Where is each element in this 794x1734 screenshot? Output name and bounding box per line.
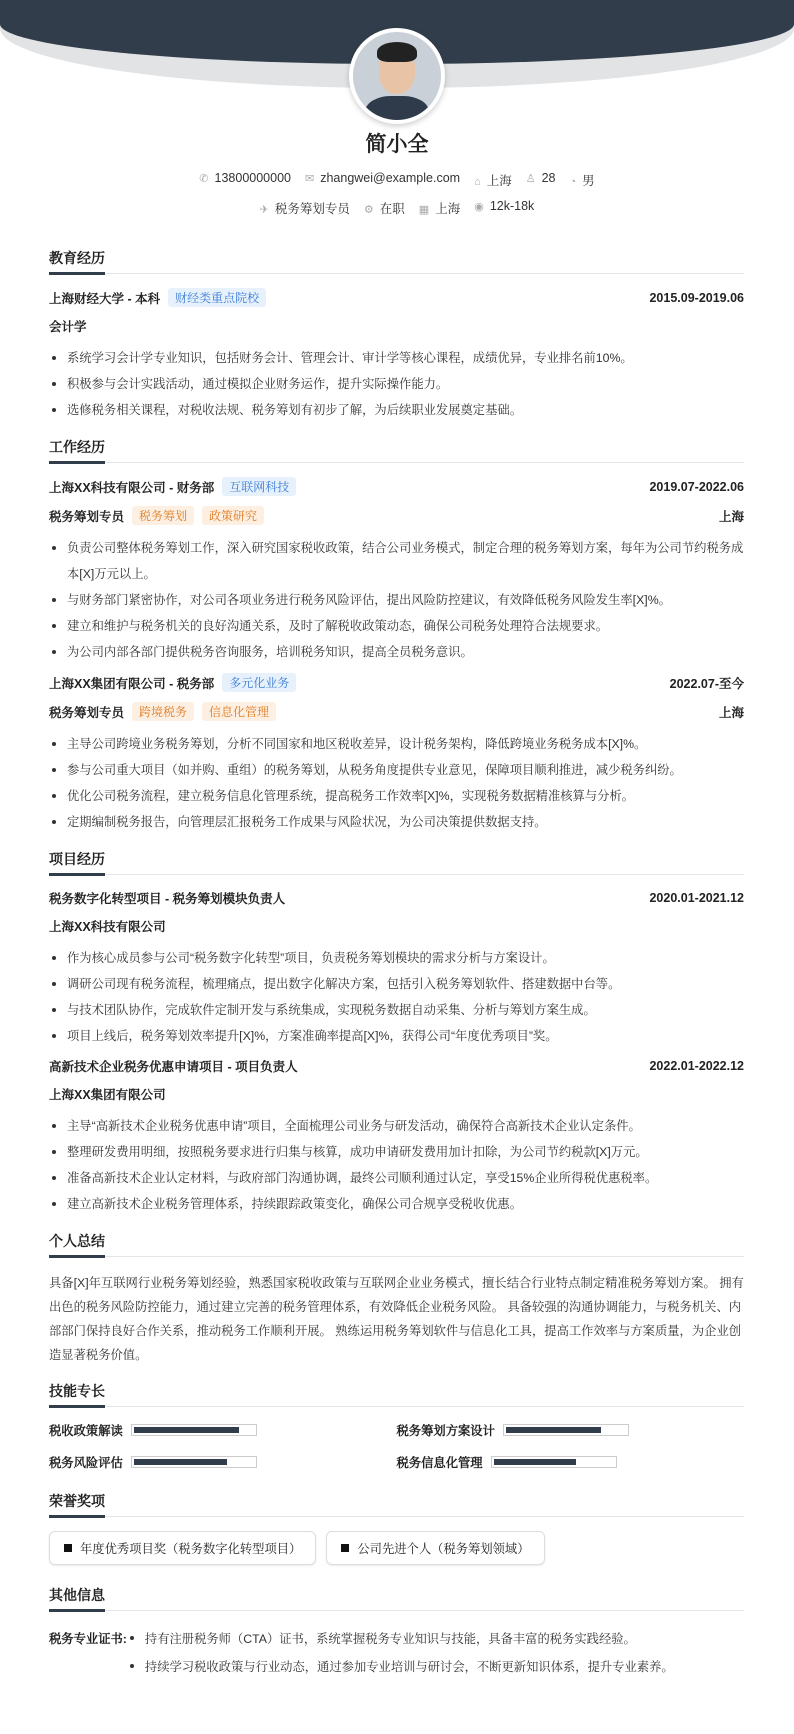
skill-bar-fill (506, 1427, 601, 1433)
role-tag: 跨境税务 (132, 702, 194, 721)
list-item: 建立和维护与税务机关的良好沟通关系，及时了解税收政策动态，确保公司税务处理符合法规要求。 (49, 613, 744, 639)
section-title: 个人总结 (49, 1231, 744, 1257)
section-title: 其他信息 (49, 1585, 744, 1611)
school: 上海财经大学 - 本科 (49, 291, 161, 306)
list-item: 与财务部门紧密协作，对公司各项业务进行税务风险评估，提出风险防控建议，有效降低税务风险发生率[X]%。 (49, 587, 744, 613)
skill-name: 税收政策解读 (49, 1424, 123, 1438)
list-item: 调研公司现有税务流程，梳理痛点，提出数字化解决方案，包括引入税务筹划软件、搭建数据中台等。 (49, 971, 744, 997)
date: 2020.01-2021.12 (649, 891, 744, 905)
candidate-name: 简小全 (365, 133, 429, 156)
skill-item (49, 1453, 397, 1471)
section-title: 教育经历 (49, 248, 744, 274)
major: 会计学 (49, 320, 87, 334)
awards-section (49, 1491, 744, 1565)
date: 2019.07-2022.06 (649, 479, 744, 494)
date: 2015.09-2019.06 (649, 290, 744, 305)
project-title: 高新技术企业税务优惠申请项目 - 项目负责人 (49, 1060, 298, 1074)
date: 2022.01-2022.12 (649, 1059, 744, 1073)
skill-name: 税务风险评估 (49, 1456, 123, 1470)
award-name: 年度优秀项目奖（税务数字化转型项目） (80, 1542, 302, 1556)
section-title: 荣誉奖项 (49, 1491, 744, 1517)
list-item: 项目上线后，税务筹划效率提升[X]%，方案准确率提高[X]%，获得公司“年度优秀项目”奖。 (49, 1023, 744, 1049)
project-org: 上海XX科技有限公司 (49, 920, 166, 934)
role: 税务筹划专员 (49, 509, 125, 524)
skill-name: 税务筹划方案设计 (396, 1424, 495, 1438)
list-item: 与技术团队协作，完成软件定制开发与系统集成，实现税务数据自动采集、分析与筹划方案生成。 (49, 997, 744, 1023)
certificate-label: 税务专业证书: (49, 1632, 127, 1646)
status: 在职 (379, 202, 405, 216)
projects-section (49, 849, 744, 1217)
skill-bar (131, 1456, 257, 1468)
skill-bar (503, 1424, 629, 1436)
list-item: 选修税务相关课程，对税收法规、税务筹划有初步了解，为后续职业发展奠定基础。 (49, 397, 744, 423)
section-title: 工作经历 (49, 437, 744, 463)
skills-section (49, 1381, 744, 1471)
project-item (49, 1057, 744, 1217)
skill-name: 税务信息化管理 (396, 1456, 483, 1470)
summary-text: 具备[X]年互联网行业税务筹划经验，熟悉国家税收政策与互联网企业业务模式，擅长结合行业特点制定精准税务筹划方案。 拥有出色的税务风险防控能力，通过建立完善的税务管理体系，有效降低企业税务风险。 具备较强的沟通协调能力，与税务机关、内部部门保持良好合作关系，推动税务工作顺利开展。 熟练运用税务筹划软件与信息化工具，提高工作效率与方案质量，为企业创造显著税务价值。 (49, 1276, 744, 1362)
project-item (49, 889, 744, 1049)
industry-tag: 多元化业务 (222, 673, 296, 692)
other-section (49, 1585, 744, 1681)
skill-item (397, 1421, 745, 1439)
list-item: 为公司内部各部门提供税务咨询服务，培训税务知识，提高全员税务意识。 (49, 639, 744, 665)
salary-icon: ◉ (474, 201, 484, 213)
phone: 13800000000 (214, 171, 291, 185)
contact-row (0, 171, 794, 189)
salary: 12k-18k (489, 199, 535, 213)
city: 上海 (718, 705, 744, 720)
skill-bar (131, 1424, 257, 1436)
list-item: 积极参与会计实践活动，通过模拟企业财务运作，提升实际操作能力。 (49, 371, 744, 397)
city: 上海 (435, 202, 461, 216)
award-card (326, 1531, 544, 1565)
list-item: 持续学习税收政策与行业动态，通过参加专业培训与研讨会，不断更新知识体系，提升专业素养。 (127, 1653, 744, 1681)
building-icon: ▦ (418, 204, 430, 216)
skill-bar-fill (134, 1459, 228, 1465)
award-card (49, 1531, 316, 1565)
avatar (349, 28, 445, 124)
phone-icon: ✆ (199, 173, 209, 185)
list-item: 定期编制税务报告，向管理层汇报税务工作成果与风险状况，为公司决策提供数据支持。 (49, 809, 744, 835)
list-item: 系统学习会计学专业知识，包括财务会计、管理会计、审计学等核心课程，成绩优异，专业排名前10%。 (49, 345, 744, 371)
email: zhangwei@example.com (320, 171, 461, 185)
company: 上海XX集团有限公司 - 税务部 (49, 676, 215, 691)
date: 2022.07-至今 (669, 676, 744, 691)
list-item: 参与公司重大项目（如并购、重组）的税务筹划，从税务角度提供专业意见，保障项目顺利推进，减少税务纠纷。 (49, 757, 744, 783)
city: 上海 (718, 509, 744, 524)
work-item (49, 477, 744, 665)
skill-bar (491, 1456, 617, 1468)
section-title: 项目经历 (49, 849, 744, 875)
company: 上海XX科技有限公司 - 财务部 (49, 480, 215, 495)
skill-bar-fill (494, 1459, 577, 1465)
award-name: 公司先进个人（税务筹划领域） (357, 1542, 530, 1556)
school-tag: 财经类重点院校 (168, 288, 266, 307)
position: 税务筹划专员 (274, 202, 350, 216)
gender-icon: ◔ (569, 176, 577, 188)
list-item: 负责公司整体税务筹划工作，深入研究国家税收政策，结合公司业务模式，制定合理的税务筹划方案，每年为公司节约税务成本[X]万元以上。 (49, 535, 744, 587)
age-icon: ♙ (525, 173, 536, 185)
list-item: 主导公司跨境业务税务筹划，分析不同国家和地区税收差异，设计税务架构，降低跨境业务税务成本[X]%。 (49, 731, 744, 757)
project-title: 税务数字化转型项目 - 税务筹划模块负责人 (49, 892, 286, 906)
skill-item (49, 1421, 397, 1439)
role-tag: 政策研究 (202, 506, 264, 525)
skill-item (397, 1453, 745, 1471)
role: 税务筹划专员 (49, 705, 125, 720)
work-section (49, 437, 744, 835)
role-tag: 税务筹划 (132, 506, 194, 525)
email-icon: ✉ (305, 173, 315, 185)
list-item: 整理研发费用明细，按照税务要求进行归集与核算，成功申请研发费用加计扣除，为公司节约税款[X]万元。 (49, 1139, 744, 1165)
send-icon: ✈ (259, 204, 269, 216)
status-icon: ⚙ (363, 204, 374, 216)
home-icon: ⌂ (474, 176, 481, 188)
list-item: 建立高新技术企业税务管理体系，持续跟踪政策变化，确保公司合规享受税收优惠。 (49, 1191, 744, 1217)
skill-bar-fill (134, 1427, 240, 1433)
list-item: 持有注册税务师（CTA）证书，系统掌握税务专业知识与技能，具备丰富的税务实践经验。 (127, 1625, 744, 1653)
summary-section (49, 1231, 744, 1367)
list-item: 优化公司税务流程，建立税务信息化管理系统，提高税务工作效率[X]%，实现税务数据精准核算与分析。 (49, 783, 744, 809)
role-tag: 信息化管理 (202, 702, 276, 721)
job-intent-row (0, 199, 794, 217)
gender: 男 (582, 174, 595, 188)
location: 上海 (486, 174, 512, 188)
education-section (49, 248, 744, 423)
project-org: 上海XX集团有限公司 (49, 1088, 166, 1102)
list-item: 主导“高新技术企业税务优惠申请”项目，全面梳理公司业务与研发活动，确保符合高新技术企业认定条件。 (49, 1113, 744, 1139)
industry-tag: 互联网科技 (222, 477, 296, 496)
list-item: 作为核心成员参与公司“税务数字化转型”项目，负责税务筹划模块的需求分析与方案设计。 (49, 945, 744, 971)
list-item: 准备高新技术企业认定材料，与政府部门沟通协调，最终公司顺利通过认定，享受15%企业所得税优惠税率。 (49, 1165, 744, 1191)
square-bullet-icon (64, 1544, 72, 1552)
square-bullet-icon (341, 1544, 349, 1552)
age: 28 (541, 171, 556, 185)
work-item (49, 673, 744, 835)
section-title: 技能专长 (49, 1381, 744, 1407)
